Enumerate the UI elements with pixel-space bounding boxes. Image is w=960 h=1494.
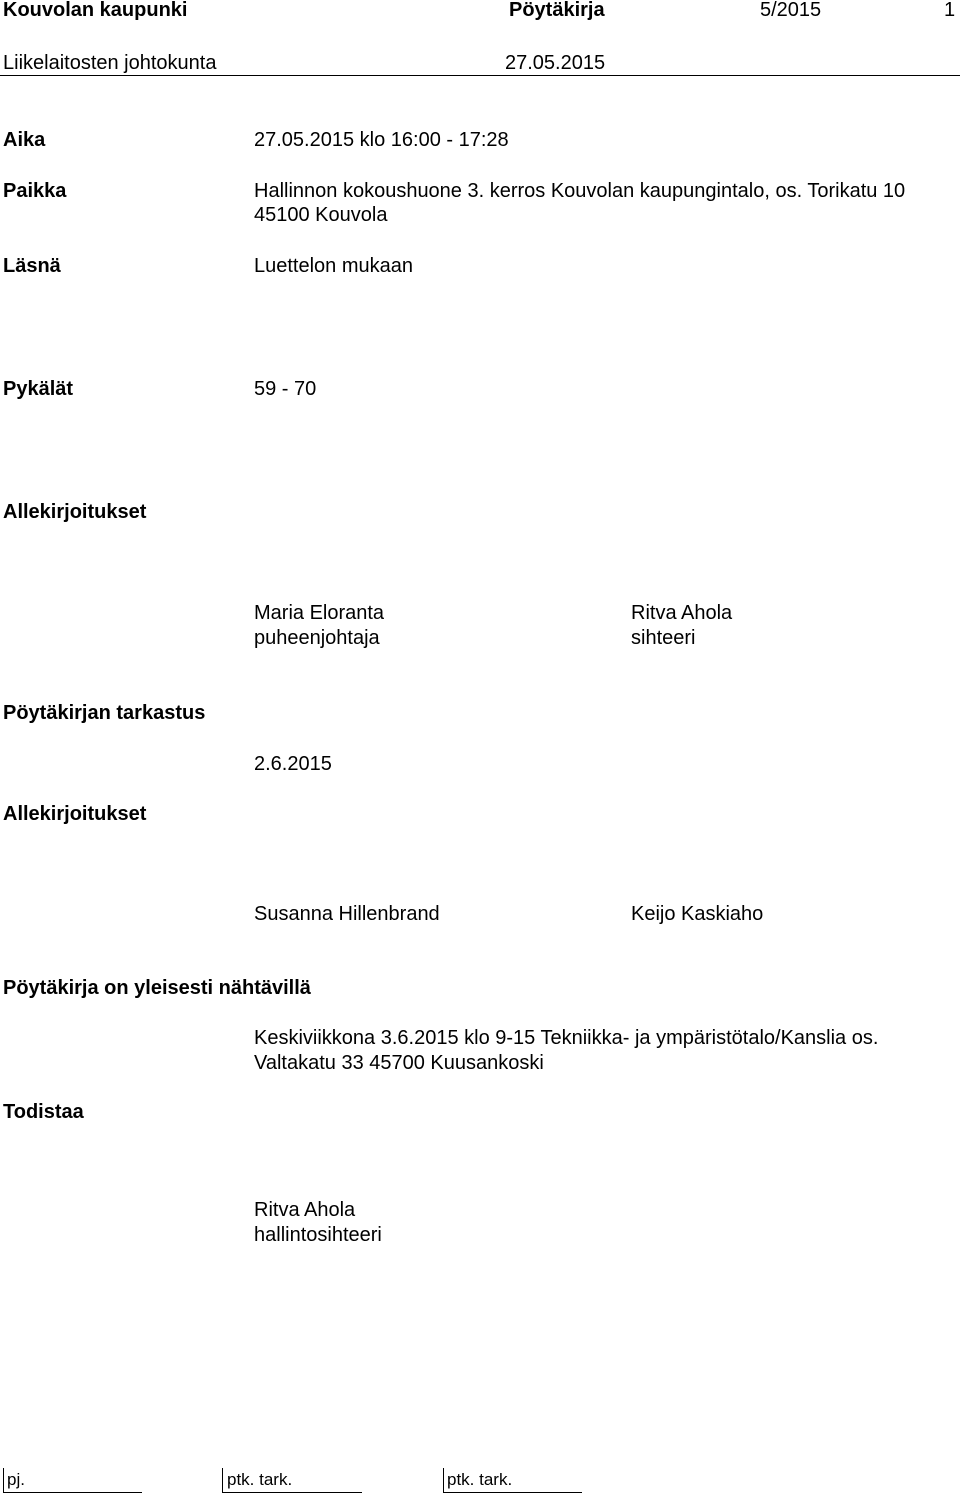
header-date: 27.05.2015 — [505, 52, 606, 74]
footer-field-2-bar — [222, 1468, 223, 1492]
footer-field-1-bar — [3, 1468, 4, 1492]
present-value: Luettelon mukaan — [254, 255, 414, 277]
document-number: 5/2015 — [760, 0, 822, 21]
secretary-name: Ritva Ahola — [631, 602, 733, 624]
signatures-label: Allekirjoitukset — [3, 501, 147, 523]
chair-name: Maria Eloranta — [254, 602, 385, 624]
public-display-line-2: Valtakatu 33 45700 Kuusankoski — [254, 1052, 544, 1074]
present-label: Läsnä — [3, 255, 61, 277]
page-number: 1 — [944, 0, 956, 21]
place-line-2: 45100 Kouvola — [254, 204, 388, 226]
document-type: Pöytäkirja — [509, 0, 605, 21]
body-name: Liikelaitosten johtokunta — [3, 52, 217, 74]
footer-field-3-bar — [443, 1468, 444, 1492]
reviewer-1-name: Susanna Hillenbrand — [254, 903, 440, 925]
organization-name: Kouvolan kaupunki — [3, 0, 188, 21]
footer-field-1: pj. — [7, 1470, 25, 1489]
review-date: 2.6.2015 — [254, 753, 332, 775]
sections-value: 59 - 70 — [254, 378, 317, 400]
time-value: 27.05.2015 klo 16:00 - 17:28 — [254, 129, 509, 151]
review-label: Pöytäkirjan tarkastus — [3, 702, 206, 724]
reviewer-2-name: Keijo Kaskiaho — [631, 903, 764, 925]
public-display-line-1: Keskiviikkona 3.6.2015 klo 9-15 Tekniikka- ja ympäristötalo/Kanslia os. — [254, 1027, 879, 1049]
footer-field-2: ptk. tark. — [227, 1470, 293, 1489]
certifier-name: Ritva Ahola — [254, 1199, 356, 1221]
certify-label: Todistaa — [3, 1101, 84, 1123]
footer-field-3: ptk. tark. — [447, 1470, 513, 1489]
certifier-title: hallintosihteeri — [254, 1224, 382, 1246]
place-label: Paikka — [3, 180, 67, 202]
header-rule — [0, 75, 960, 76]
footer-field-2-line — [222, 1492, 362, 1493]
chair-title: puheenjohtaja — [254, 627, 380, 649]
time-label: Aika — [3, 129, 46, 151]
secretary-title: sihteeri — [631, 627, 696, 649]
place-line-1: Hallinnon kokoushuone 3. kerros Kouvolan kaupungintalo, os. Torikatu 10 — [254, 180, 906, 202]
public-display-label: Pöytäkirja on yleisesti nähtävillä — [3, 977, 311, 999]
footer-field-1-line — [3, 1492, 142, 1493]
review-signatures-label: Allekirjoitukset — [3, 803, 147, 825]
sections-label: Pykälät — [3, 378, 74, 400]
footer-field-3-line — [443, 1492, 582, 1493]
